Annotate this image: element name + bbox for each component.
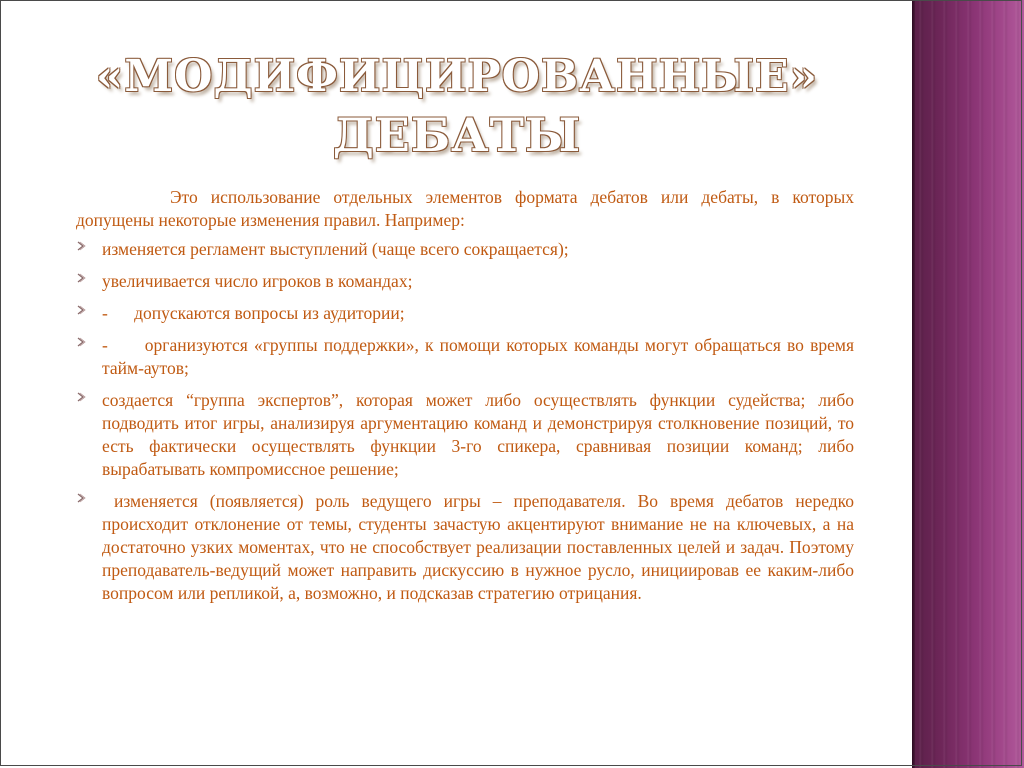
list-item <box>76 389 854 481</box>
list-item <box>76 270 854 293</box>
list-item-text: увеличивается число игроков в командах; <box>102 271 413 291</box>
list-item-text: создается “группа экспертов”, которая может либо осуществлять функции судейства; либо подводить итог игры, анализируя аргументацию команд и демонстрируя столкновение позиций, то есть фактически осуществлять функции 3-го спикера, сравнивая позиции команд; либо вырабатывать компромиссное решение; <box>102 390 854 479</box>
decorative-side-panel <box>912 0 1024 768</box>
chevron-right-icon <box>76 303 88 319</box>
chevron-right-icon <box>76 491 88 507</box>
slide-body <box>76 186 859 614</box>
list-item <box>76 490 859 605</box>
list-item-text: изменяется регламент выступлений (чаще всего сокращается); <box>102 239 569 259</box>
bullet-list <box>76 238 859 605</box>
panel-stripes <box>912 0 1024 768</box>
title-line-1: «МОДИФИЦИРОВАННЫЕ» <box>95 51 819 102</box>
list-item <box>76 302 854 325</box>
chevron-right-icon <box>76 390 88 406</box>
slide-title <box>90 52 824 161</box>
panel-edge <box>912 0 915 768</box>
list-item <box>76 238 854 261</box>
intro-paragraph: Это использование отдельных элементов формата дебатов или дебаты, в которых допущены некоторые изменения правил. Например: <box>76 187 854 230</box>
chevron-right-icon <box>76 239 88 255</box>
list-item-text: - организуются «группы поддержки», к помощи которых команды могут обращаться во время тайм-аутов; <box>102 335 859 378</box>
title-line-2: ДЕБАТЫ <box>332 107 582 162</box>
chevron-right-icon <box>76 271 88 287</box>
list-item-text: - допускаются вопросы из аудитории; <box>102 303 405 323</box>
list-item-text: изменяется (появляется) роль ведущего игры – преподавателя. Во время дебатов нередко происходит отклонение от темы, студенты зачастую акцентируют внимание не на ключевых, а на достаточно узких моментах, что не способствует реализации поставленных целей и задач. Поэтому преподаватель-ведущий может направить дискуссию в нужное русло, инициировав ее каким-либо вопросом или репликой, а, возможно, и подсказав стратегию отрицания. <box>102 491 859 603</box>
chevron-right-icon <box>76 335 88 351</box>
list-item <box>76 334 859 380</box>
